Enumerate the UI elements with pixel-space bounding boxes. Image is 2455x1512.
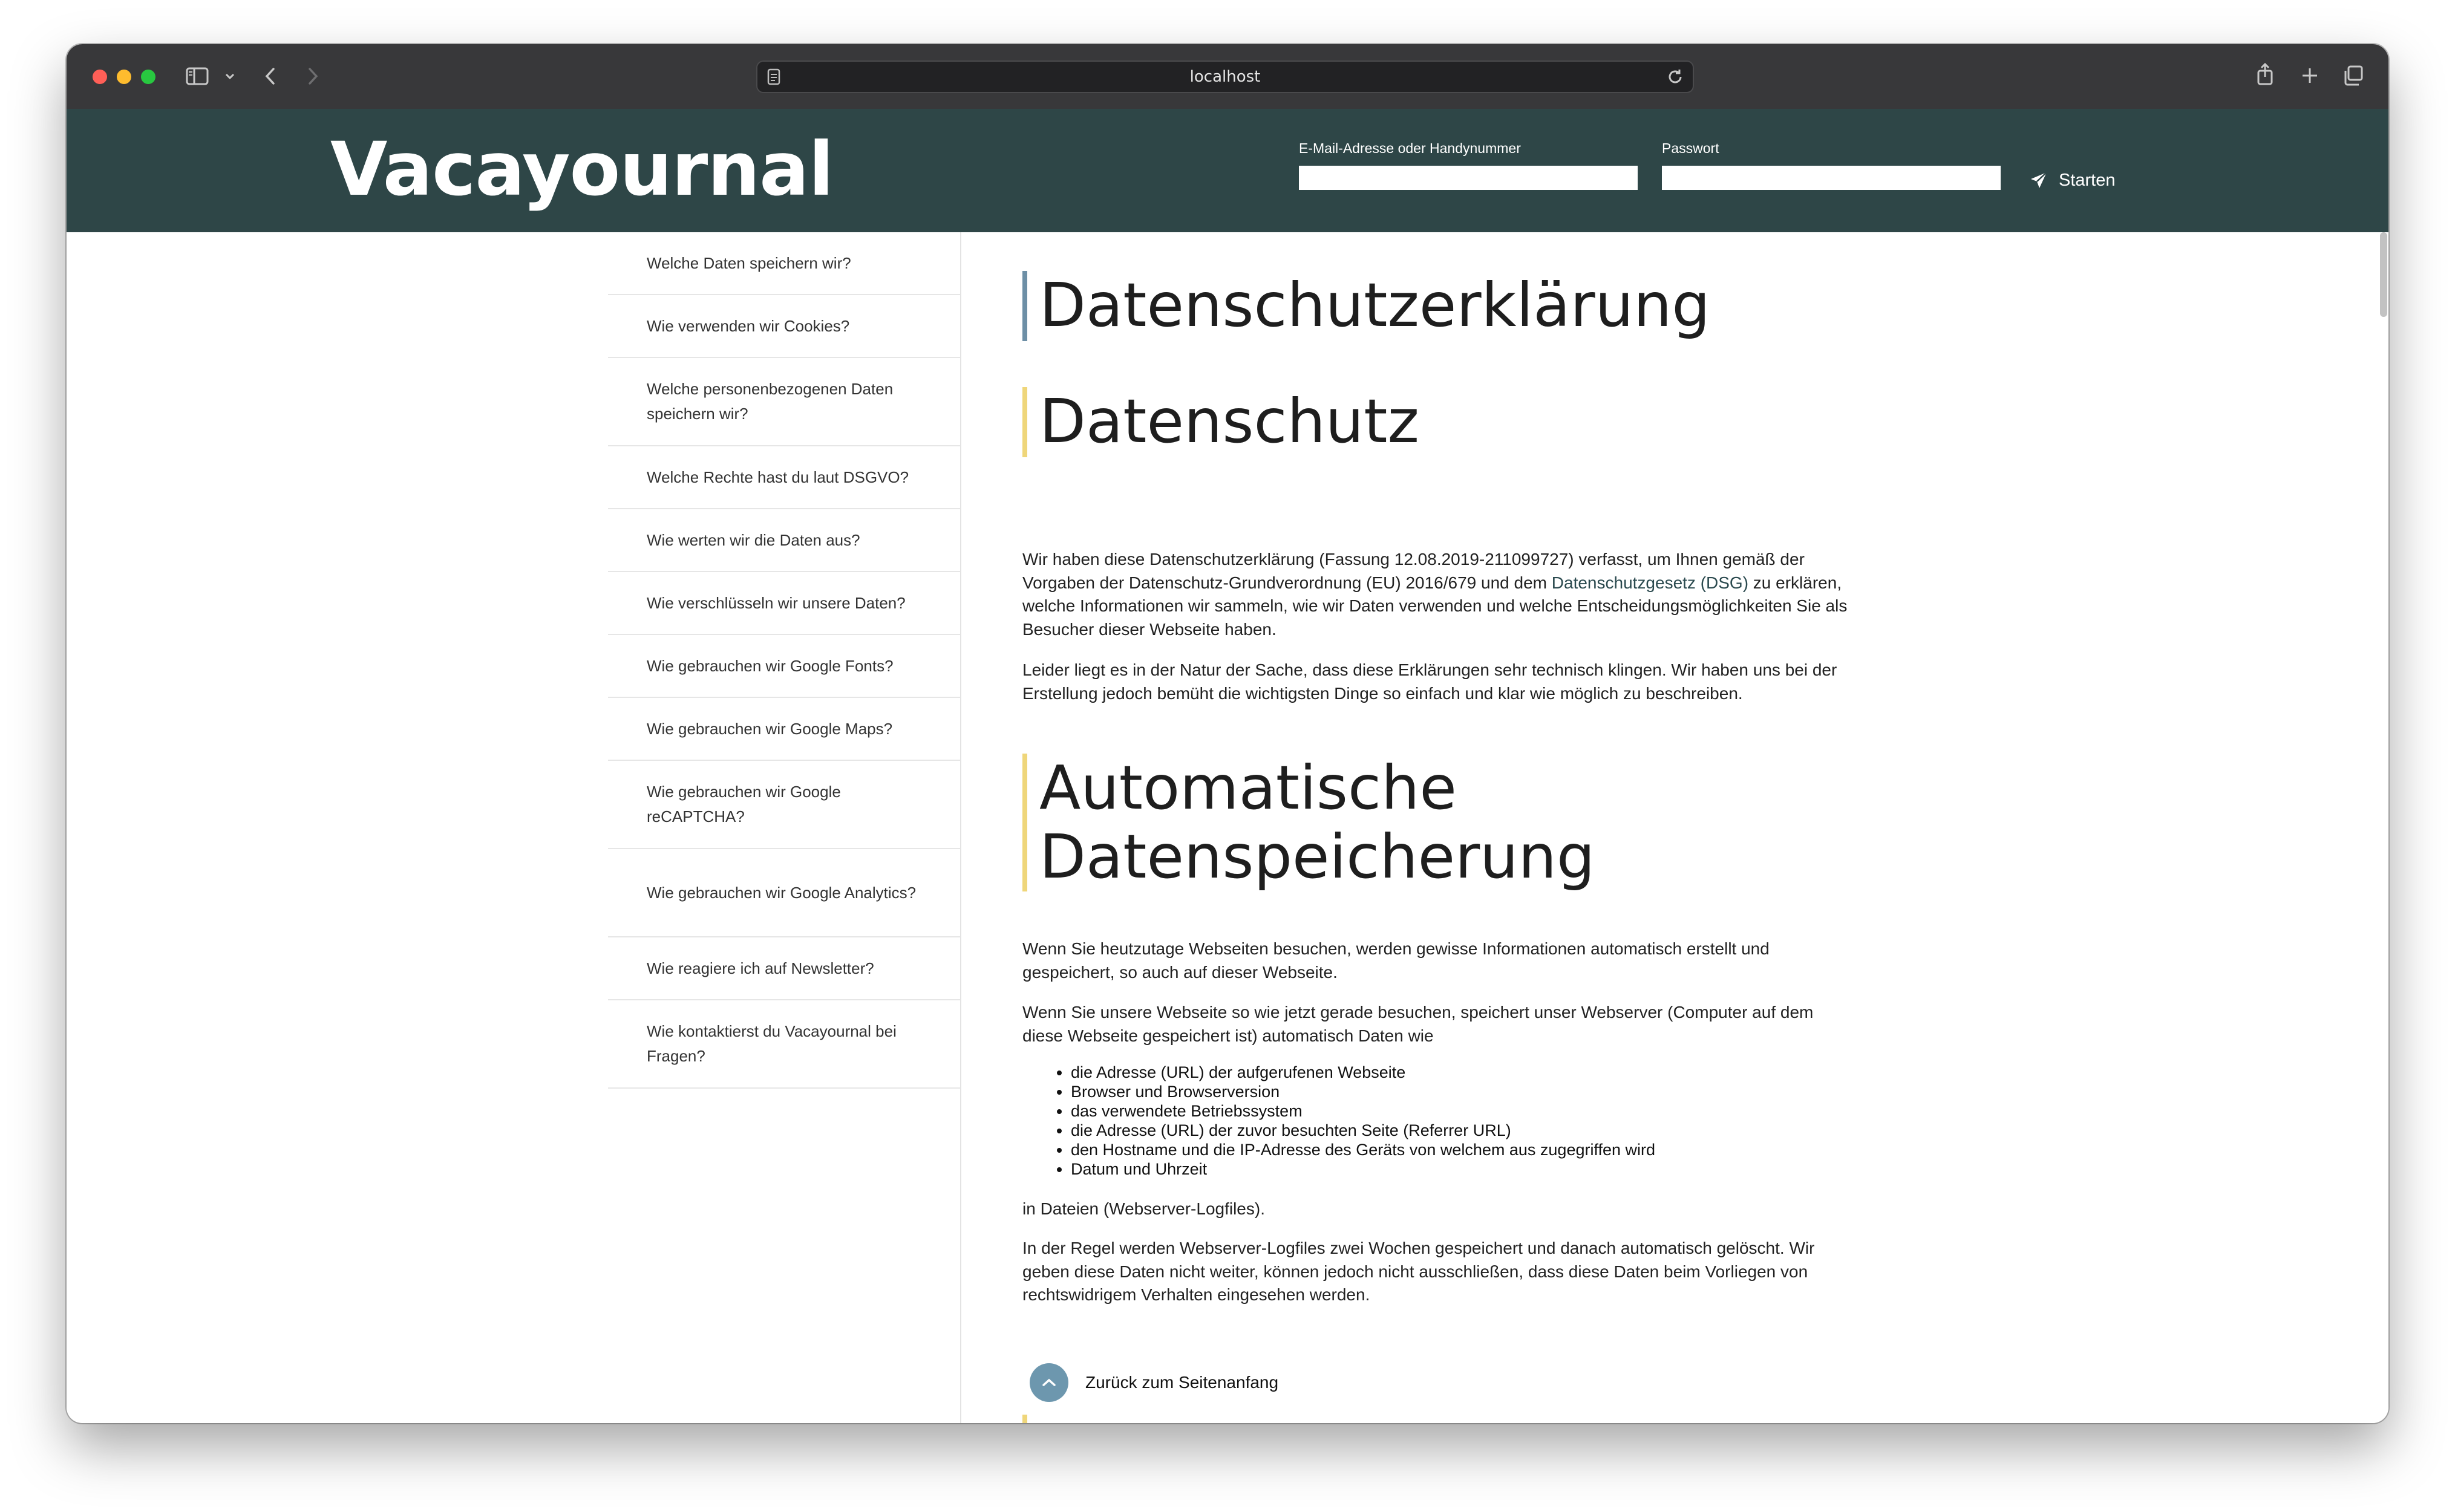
section-accent-bar [1022,754,1027,891]
heading-line: Datenspeicherung [1039,821,1595,892]
dsg-link[interactable]: Datenschutzgesetz (DSG) [1551,573,1749,592]
paragraph-loeschung: In der Regel werden Webserver-Logfiles zwei Wochen gespeichert und danach automatisch gelöscht. Wir geben diese Daten nicht weiter, können jedoch nicht ausschließen, dass diese Daten beim Vorliegen von rechtswidrigem Verhalten eingesehen werden. [1022,1239,1815,1304]
list-item: • den Hostname und die IP-Adresse des Geräts von welchem aus zugegriffen wird [1071,1140,1655,1159]
section-accent-bar [1022,1415,1027,1423]
list-item: • Browser und Browserversion [1071,1082,1655,1101]
browser-window [67,44,2388,1423]
paragraph-intro [1022,548,1851,641]
sidebar-item-cookies[interactable]: Wie verwenden wir Cookies? [608,295,960,358]
list-item: • Datum und Uhrzeit [1071,1159,1655,1179]
paragraph-intro-text: Wir haben diese Datenschutzerklärung (Fassung 12.08.2019-211099727) verfasst, um Ihnen gemäß der Vorgaben der Datenschutz-Grundverordnung (EU) 2016/679 und dem [1022,550,1805,592]
sidebar-icon[interactable] [185,66,209,86]
list-item: • die Adresse (URL) der zuvor besuchten Seite (Referrer URL) [1071,1121,1655,1140]
back-to-top-button[interactable] [1022,1363,1278,1402]
email-field[interactable] [1299,166,1638,190]
close-window-button[interactable] [93,70,107,84]
paragraph-webserver: Wenn Sie unsere Webseite so wie jetzt gerade besuchen, speichert unser Webserver (Computer auf dem diese Webseite gespeichert ist) automatisch Daten wie [1022,1003,1814,1045]
sidebar-item-google-recaptcha[interactable]: Wie gebrauchen wir Google reCAPTCHA? [608,761,960,849]
login-submit-label: Starten [2059,170,2116,190]
paragraph-intro-text-end: zu erklären, welche Informationen wir sammeln, wie wir Daten verwenden und welche Entscheidungsmöglichkeiten Sie als Besucher dieser Webseite haben. [1022,573,1848,639]
browser-toolbar [67,44,2388,110]
heading-line: Automatische [1039,752,1457,823]
sidebar-item-auswertung[interactable]: Wie werten wir die Daten aus? [608,509,960,572]
section-heading-datenschutz: Datenschutz [1039,386,1419,457]
reload-icon[interactable] [1666,68,1684,88]
sidebar-item-verschluesselung[interactable]: Wie verschlüsseln wir unsere Daten? [608,572,960,635]
address-bar[interactable] [756,60,1694,93]
sidebar-item-google-maps[interactable]: Wie gebrauchen wir Google Maps? [608,698,960,761]
page-title: Datenschutzerklärung [1039,270,1710,341]
forward-icon[interactable] [304,65,322,88]
sidebar-item-google-analytics[interactable]: Wie gebrauchen wir Google Analytics? [608,849,960,937]
paper-plane-icon [2030,171,2048,189]
chevron-down-icon[interactable] [223,68,237,84]
sidebar-item-google-fonts[interactable]: Wie gebrauchen wir Google Fonts? [608,635,960,698]
new-tab-icon[interactable] [2299,65,2321,86]
title-accent-bar [1022,271,1027,341]
sidebar-item-newsletter[interactable]: Wie reagiere ich auf Newsletter? [608,937,960,1000]
sidebar-item-kontakt[interactable]: Wie kontaktierst du Vacayournal bei Fragen? [608,1000,960,1089]
maximize-window-button[interactable] [141,70,155,84]
sidebar-item-personenbezogene-daten[interactable]: Welche personenbezogenen Daten speichern wir? [608,358,960,446]
chevron-up-icon [1030,1363,1068,1402]
sidebar-item-welche-daten[interactable]: Welche Daten speichern wir? [608,232,960,295]
page-content [67,232,2388,1423]
email-label: E-Mail-Adresse oder Handynummer [1299,140,1521,156]
paragraph-webseiten: Wenn Sie heutzutage Webseiten besuchen, werden gewisse Informationen automatisch erstellt und gespeichert, so auch auf dieser Webseite. [1022,939,1770,982]
password-field[interactable] [1662,166,2001,190]
address-text: localhost [1189,68,1261,86]
paragraph-logfiles: in Dateien (Webserver-Logfiles). [1022,1199,1265,1218]
section-heading-automatische-datenspeicherung [1039,754,1595,891]
tab-overview-icon[interactable] [2341,64,2365,88]
paragraph-technisch: Leider liegt es in der Natur der Sache, dass diese Erklärungen sehr technisch klingen. Wir haben uns bei der Erstellung jedoch bemüht die wichtigsten Dinge so einfach und klar wie möglich zu beschreiben. [1022,660,1837,703]
page-scrollbar[interactable] [2380,232,2387,317]
site-logo[interactable]: Vacayournal [330,126,834,212]
login-submit-button[interactable] [2030,166,2116,194]
minimize-window-button[interactable] [117,70,131,84]
back-to-top-label: Zurück zum Seitenanfang [1085,1373,1279,1392]
back-icon[interactable] [261,65,279,88]
password-label: Passwort [1662,140,1719,156]
toc-sidebar [608,232,961,1423]
list-item: • das verwendete Betriebssystem [1071,1101,1655,1121]
sidebar-item-rechte-dsgvo[interactable]: Welche Rechte hast du laut DSGVO? [608,446,960,509]
list-item: • die Adresse (URL) der aufgerufenen Webseite [1071,1063,1655,1082]
site-header [67,109,2388,232]
share-icon[interactable] [2254,61,2276,88]
section-accent-bar [1022,387,1027,457]
logged-data-list [1022,1063,1655,1179]
